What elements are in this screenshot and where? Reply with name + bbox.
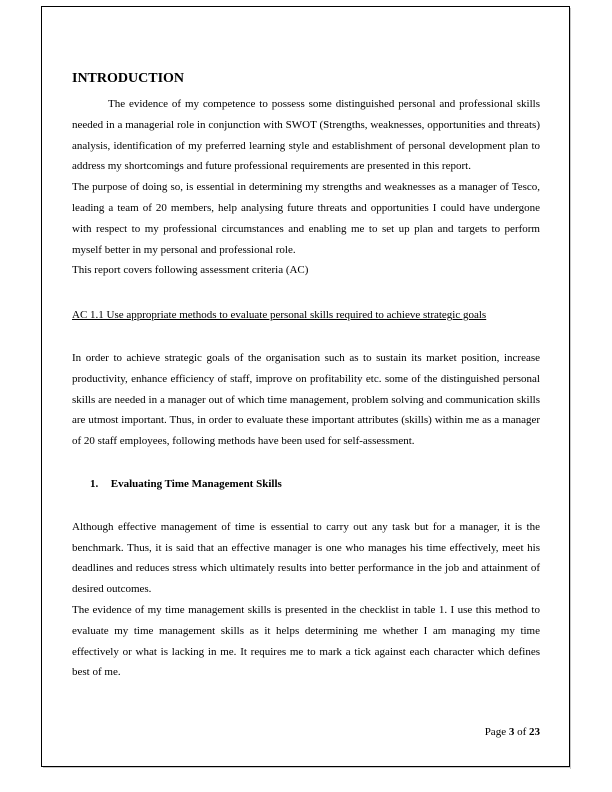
ac-paragraph: In order to achieve strategic goals of the organisation such as to sustain its market position, increase productivity, enhance efficiency of staff, improve on profitability etc. some of the distinguished personal skills are needed in a manager out of which time management, problem solving and communication skills are utmost important. Thus, in order to evaluate these important attributes (skills) within me as a manager of 20 staff employees, following methods have been used for self-assessment. — [72, 351, 540, 448]
document-body — [72, 70, 540, 683]
intro-paragraph-3: This report covers following assessment criteria (AC) — [72, 264, 309, 277]
intro-paragraph-1: The evidence of my competence to possess some distinguished personal and professional skills needed in a managerial role in conjunction with SWOT (Strengths, weaknesses, opportunities and threats) analysis, identification of my preferred learning style and establishment of personal development plan to address my shortcomings and future professional requirements are presented in this report. — [72, 98, 540, 173]
page-shadow-bottom — [43, 767, 571, 768]
time-management-paragraph-2: The evidence of my time management skills is presented in the checklist in table 1. I use this method to evaluate my time management skills as it helps determining me whether I am managing my time effectively or what is lacking in me. It requires me to mark a tick against each character which defines best of me. — [72, 603, 540, 679]
page-shadow-right — [570, 8, 571, 769]
subheading-number: 1. — [90, 477, 99, 490]
subheading-time-management — [90, 474, 540, 495]
section-heading: INTRODUCTION — [72, 71, 185, 86]
intro-paragraph-2: The purpose of doing so, is essential in determining my strengths and weaknesses as a manager of Tesco, leading a team of 20 members, help analysing future threats and opportunities I could have undergone with respect to my professional circumstances and enabling me to set up plan and targets to perform myself better in my personal and professional role. — [72, 181, 540, 256]
page-number — [485, 726, 540, 738]
page-of: of — [517, 726, 527, 738]
subheading-text: Evaluating Time Management Skills — [110, 477, 282, 490]
time-management-paragraph-1: Although effective management of time is essential to carry out any task but for a manager, it is the benchmark. Thus, it is said that an effective manager is one who manages his time effectively, meet his deadlines and reduces stress which ultimately results into better performance in the job and attainment of desired outcomes. — [72, 520, 540, 596]
page-label: Page — [484, 726, 507, 738]
total-pages: 23 — [529, 726, 540, 738]
current-page: 3 — [508, 726, 515, 738]
ac-heading: AC 1.1 Use appropriate methods to evaluate personal skills required to achieve strategic goals — [72, 309, 487, 322]
